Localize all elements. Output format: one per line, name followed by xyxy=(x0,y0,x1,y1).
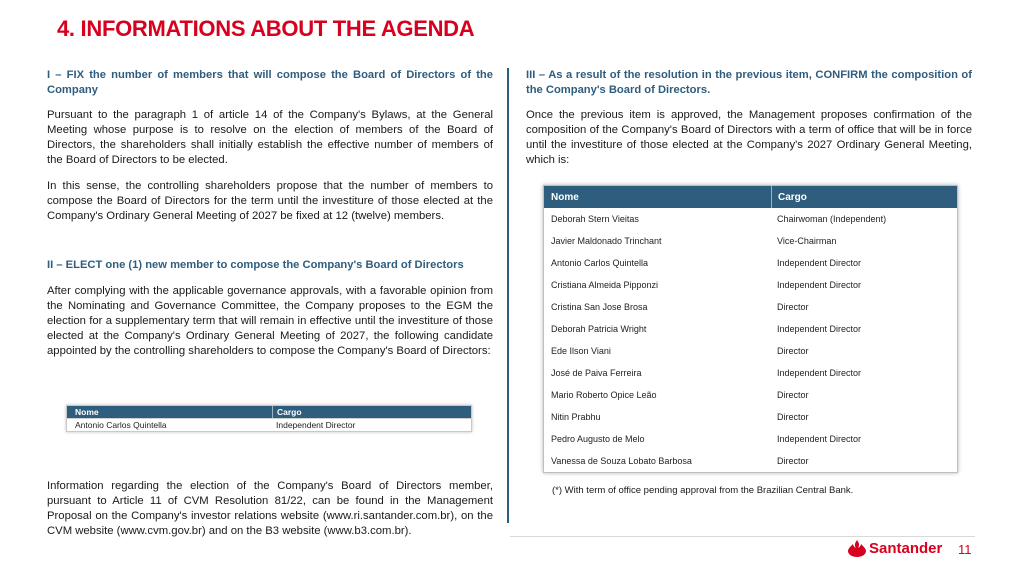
section-2-paragraph: After complying with the applicable governance approvals, with a favorable opinion from the Nominating and Governance Committee, the Company proposes to the EGM the election for a supplementary term that will remain in effective until the investiture of those elected at the Company's Ordinary General Meeting of 2027, the following candidate appointed by the controlling shareholders to compose the Company's Board of Directors: xyxy=(47,285,493,357)
table-row xyxy=(544,252,957,274)
table-row xyxy=(67,418,471,431)
table-row xyxy=(544,274,957,296)
member-name: José de Paiva Ferreira xyxy=(551,368,642,378)
member-name: Mario Roberto Opice Leão xyxy=(551,390,657,400)
table-row xyxy=(544,340,957,362)
table-row xyxy=(544,362,957,384)
header-role: Cargo xyxy=(771,186,957,208)
member-role: Independent Director xyxy=(777,368,862,378)
member-name: Pedro Augusto de Melo xyxy=(551,434,645,444)
member-name: Vanessa de Souza Lobato Barbosa xyxy=(551,456,692,466)
member-role: Independent Director xyxy=(777,324,862,334)
santander-logo xyxy=(848,540,942,557)
member-role: Independent Director xyxy=(777,258,862,268)
footnote: (*) With term of office pending approval from the Brazilian Central Bank. xyxy=(552,485,854,496)
member-name: Cristiana Almeida Pipponzi xyxy=(551,280,659,290)
brand-name: Santander xyxy=(869,540,943,557)
candidate-name: Antonio Carlos Quintella xyxy=(75,420,167,430)
page-title: 4. INFORMATIONS ABOUT THE AGENDA xyxy=(57,16,475,41)
election-info xyxy=(47,479,493,539)
table-row xyxy=(544,230,957,252)
table-row xyxy=(544,208,957,230)
candidate-role: Independent Director xyxy=(276,420,356,430)
left-column xyxy=(47,68,493,359)
candidate-table xyxy=(66,405,472,432)
member-role: Director xyxy=(777,390,809,400)
member-role: Director xyxy=(777,412,809,422)
santander-flame-icon xyxy=(848,540,866,557)
section-3-heading: III – As a result of the resolution in the previous item, CONFIRM the composition of the Company's Board of Directors. xyxy=(526,69,972,96)
member-name: Ede Ilson Viani xyxy=(551,346,611,356)
member-name: Javier Maldonado Trinchant xyxy=(551,236,662,246)
member-role: Chairwoman (Independent) xyxy=(777,214,887,224)
board-table-header xyxy=(544,186,957,208)
header-name: Nome xyxy=(551,191,579,203)
member-role: Vice-Chairman xyxy=(777,236,837,246)
member-role: Director xyxy=(777,456,809,466)
table-row xyxy=(544,450,957,472)
section-1-heading: I – FIX the number of members that will compose the Board of Directors of the Company xyxy=(47,69,493,96)
table-row xyxy=(544,406,957,428)
member-role: Director xyxy=(777,346,809,356)
member-name: Cristina San Jose Brosa xyxy=(551,302,648,312)
section-3-paragraph: Once the previous item is approved, the Management proposes confirmation of the composition of the Company's Board of Directors with a term of office that will be in force until the investiture of those elected at the Company's 2027 Ordinary General Meeting, which is: xyxy=(526,109,972,166)
table-row xyxy=(544,296,957,318)
board-table xyxy=(543,185,958,473)
table-row xyxy=(544,318,957,340)
column-divider xyxy=(507,68,509,523)
header-role: Cargo xyxy=(272,406,471,418)
section-2-heading: II – ELECT one (1) new member to compose the Company's Board of Directors xyxy=(47,259,464,271)
table-row xyxy=(544,384,957,406)
member-role: Independent Director xyxy=(777,280,862,290)
member-name: Deborah Patricia Wright xyxy=(551,324,647,334)
member-role: Director xyxy=(777,302,809,312)
page-number: 11 xyxy=(958,542,972,557)
header-name: Nome xyxy=(75,407,99,417)
election-info-paragraph: Information regarding the election of the Company's Board of Directors member, pursuant to Article 11 of CVM Resolution 81/22, can be found in the Management Proposal on the Company's investor relations website (www.ri.santander.com.br), on the CVM website (www.cvm.gov.br) and on the B3 website (www.b3.com.br). xyxy=(47,480,493,537)
member-name: Nitin Prabhu xyxy=(551,412,601,422)
right-column xyxy=(526,68,972,168)
table-row xyxy=(544,428,957,450)
member-name: Antonio Carlos Quintella xyxy=(551,258,649,268)
section-1-paragraph-1: Pursuant to the paragraph 1 of article 14 of the Company's Bylaws, at the General Meeting whose purpose is to resolve on the election of members of the Board of Directors, the shareholders shall initially establish the effective number of members of the Board of Directors to be elected. xyxy=(47,109,493,166)
footer-divider xyxy=(510,536,975,537)
member-role: Independent Director xyxy=(777,434,862,444)
member-name: Deborah Stern Vieitas xyxy=(551,214,639,224)
section-1-paragraph-2: In this sense, the controlling shareholders propose that the number of members to compose the Board of Directors for the term until the investiture of those elected at the Company's Ordinary General Meeting of 2027 be fixed at 12 (twelve) members. xyxy=(47,180,493,222)
board-table-body xyxy=(544,208,957,472)
candidate-table-header xyxy=(67,406,471,418)
